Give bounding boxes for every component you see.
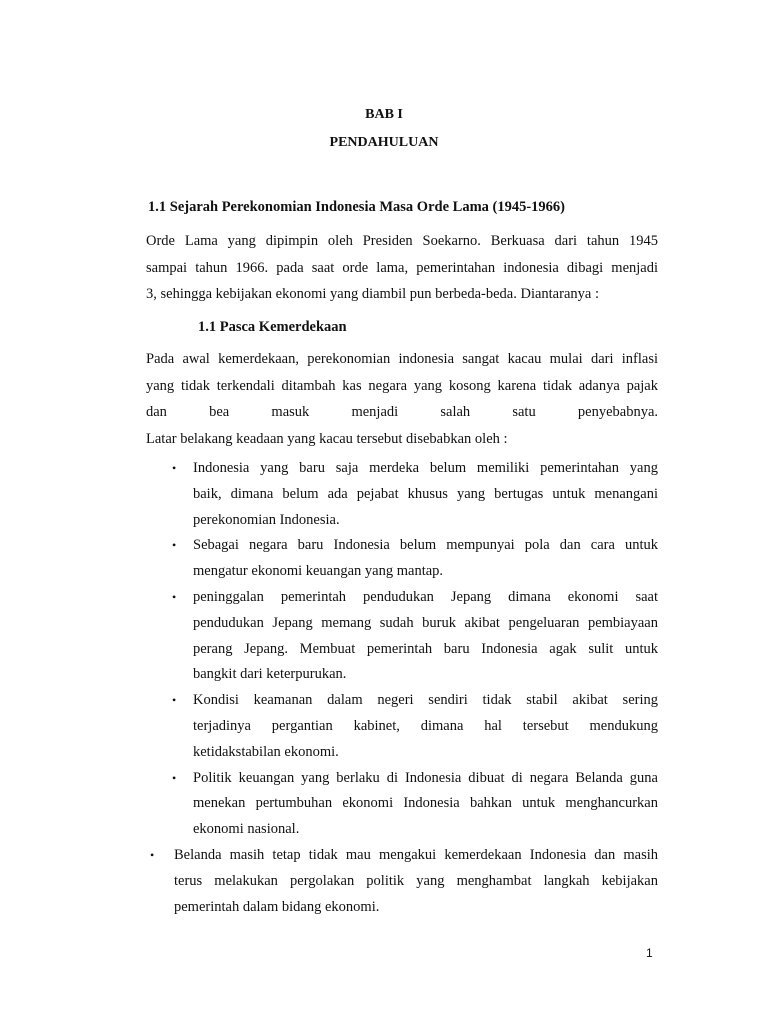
list-item-text	[193, 456, 658, 533]
context-line: Pada awal kemerdekaan, perekonomian indonesia sangat kacau mulai dari inflasi	[146, 351, 658, 367]
list-item-line: perekonomian Indonesia.	[193, 511, 340, 528]
intro-line: sampai tahun 1966. pada saat orde lama, pemerintahan indonesia dibagi menjadi	[146, 259, 658, 276]
page-number: 1	[646, 946, 653, 960]
bullet-icon: •	[172, 770, 177, 785]
list-item	[0, 585, 768, 688]
list-item-line: terjadinya pergantian kabinet, dimana hal tersebut mendukung	[193, 717, 658, 734]
list-item-line: peninggalan pemerintah pendudukan Jepang dimana ekonomi saat	[193, 588, 658, 605]
context-line: yang tidak terkendali ditambah kas negara yang kosong karena tidak adanya pajak	[146, 377, 658, 394]
bullet-icon: •	[172, 589, 177, 604]
list-item-text	[193, 688, 658, 765]
list-item-text	[193, 766, 658, 843]
subsection-heading: 1.1 Pasca Kemerdekaan	[198, 319, 347, 335]
bullet-icon: •	[172, 461, 177, 475]
list-item	[0, 688, 768, 765]
context-paragraph	[146, 346, 658, 452]
bullet-list	[0, 456, 768, 920]
list-item-line: Belanda masih tetap tidak mau mengakui kemerdekaan Indonesia dan masih	[174, 846, 658, 863]
list-item-line: bangkit dari keterpurukan.	[193, 666, 347, 683]
list-item-line: menekan pertumbuhan ekonomi Indonesia bahkan untuk menghancurkan	[193, 795, 658, 812]
list-item-line: Kondisi keamanan dalam negeri sendiri tidak stabil akibat sering	[193, 692, 658, 709]
list-item-line: baik, dimana belum ada pejabat khusus yang bertugas untuk menangani	[193, 485, 658, 502]
intro-line: 3, sehingga kebijakan ekonomi yang diambil pun berbeda-beda. Diantaranya :	[146, 286, 599, 302]
list-item-line: ekonomi nasional.	[193, 821, 300, 838]
chapter-title: PENDAHULUAN	[329, 135, 439, 150]
list-item	[0, 456, 768, 533]
list-item-line: Politik keuangan yang berlaku di Indonesia dibuat di negara Belanda guna	[193, 769, 658, 786]
list-item-line: perang Jepang. Membuat pemerintah baru Indonesia agak sulit untuk	[193, 640, 658, 657]
list-item-line: Sebagai negara baru Indonesia belum mempunyai pola dan cara untuk	[193, 537, 658, 554]
list-item-line: mengatur ekonomi keuangan yang mantap.	[193, 563, 444, 580]
chapter-number: BAB I	[365, 107, 403, 122]
bullet-icon: •	[172, 538, 177, 553]
list-item-text	[174, 843, 658, 920]
list-item	[0, 766, 768, 843]
bullet-icon: •	[172, 693, 177, 708]
list-item-line: terus melakukan pergolakan politik yang menghambat langkah kebijakan	[174, 872, 658, 889]
list-item	[0, 843, 768, 920]
list-item-text	[193, 533, 658, 585]
context-line: dan bea masuk menjadi salah satu penyebabnya.	[146, 404, 658, 420]
list-item-line: pemerintah dalam bidang ekonomi.	[174, 898, 380, 915]
intro-line: Orde Lama yang dipimpin oleh Presiden Soekarno. Berkuasa dari tahun 1945	[146, 233, 658, 249]
list-item-line: Indonesia yang baru saja merdeka belum memiliki pemerintahan yang	[193, 460, 658, 476]
section-heading: 1.1 Sejarah Perekonomian Indonesia Masa Orde Lama (1945-1966)	[148, 199, 566, 215]
list-item-line: pendudukan Jepang memang sudah buruk akibat pengeluaran pembiayaan	[193, 614, 658, 631]
list-item	[0, 533, 768, 585]
bullet-icon: •	[150, 847, 155, 862]
list-item-text	[193, 585, 658, 688]
context-line: Latar belakang keadaan yang kacau tersebut disebabkan oleh :	[146, 430, 508, 447]
intro-paragraph	[146, 228, 658, 308]
list-item-line: ketidakstabilan ekonomi.	[193, 743, 339, 760]
